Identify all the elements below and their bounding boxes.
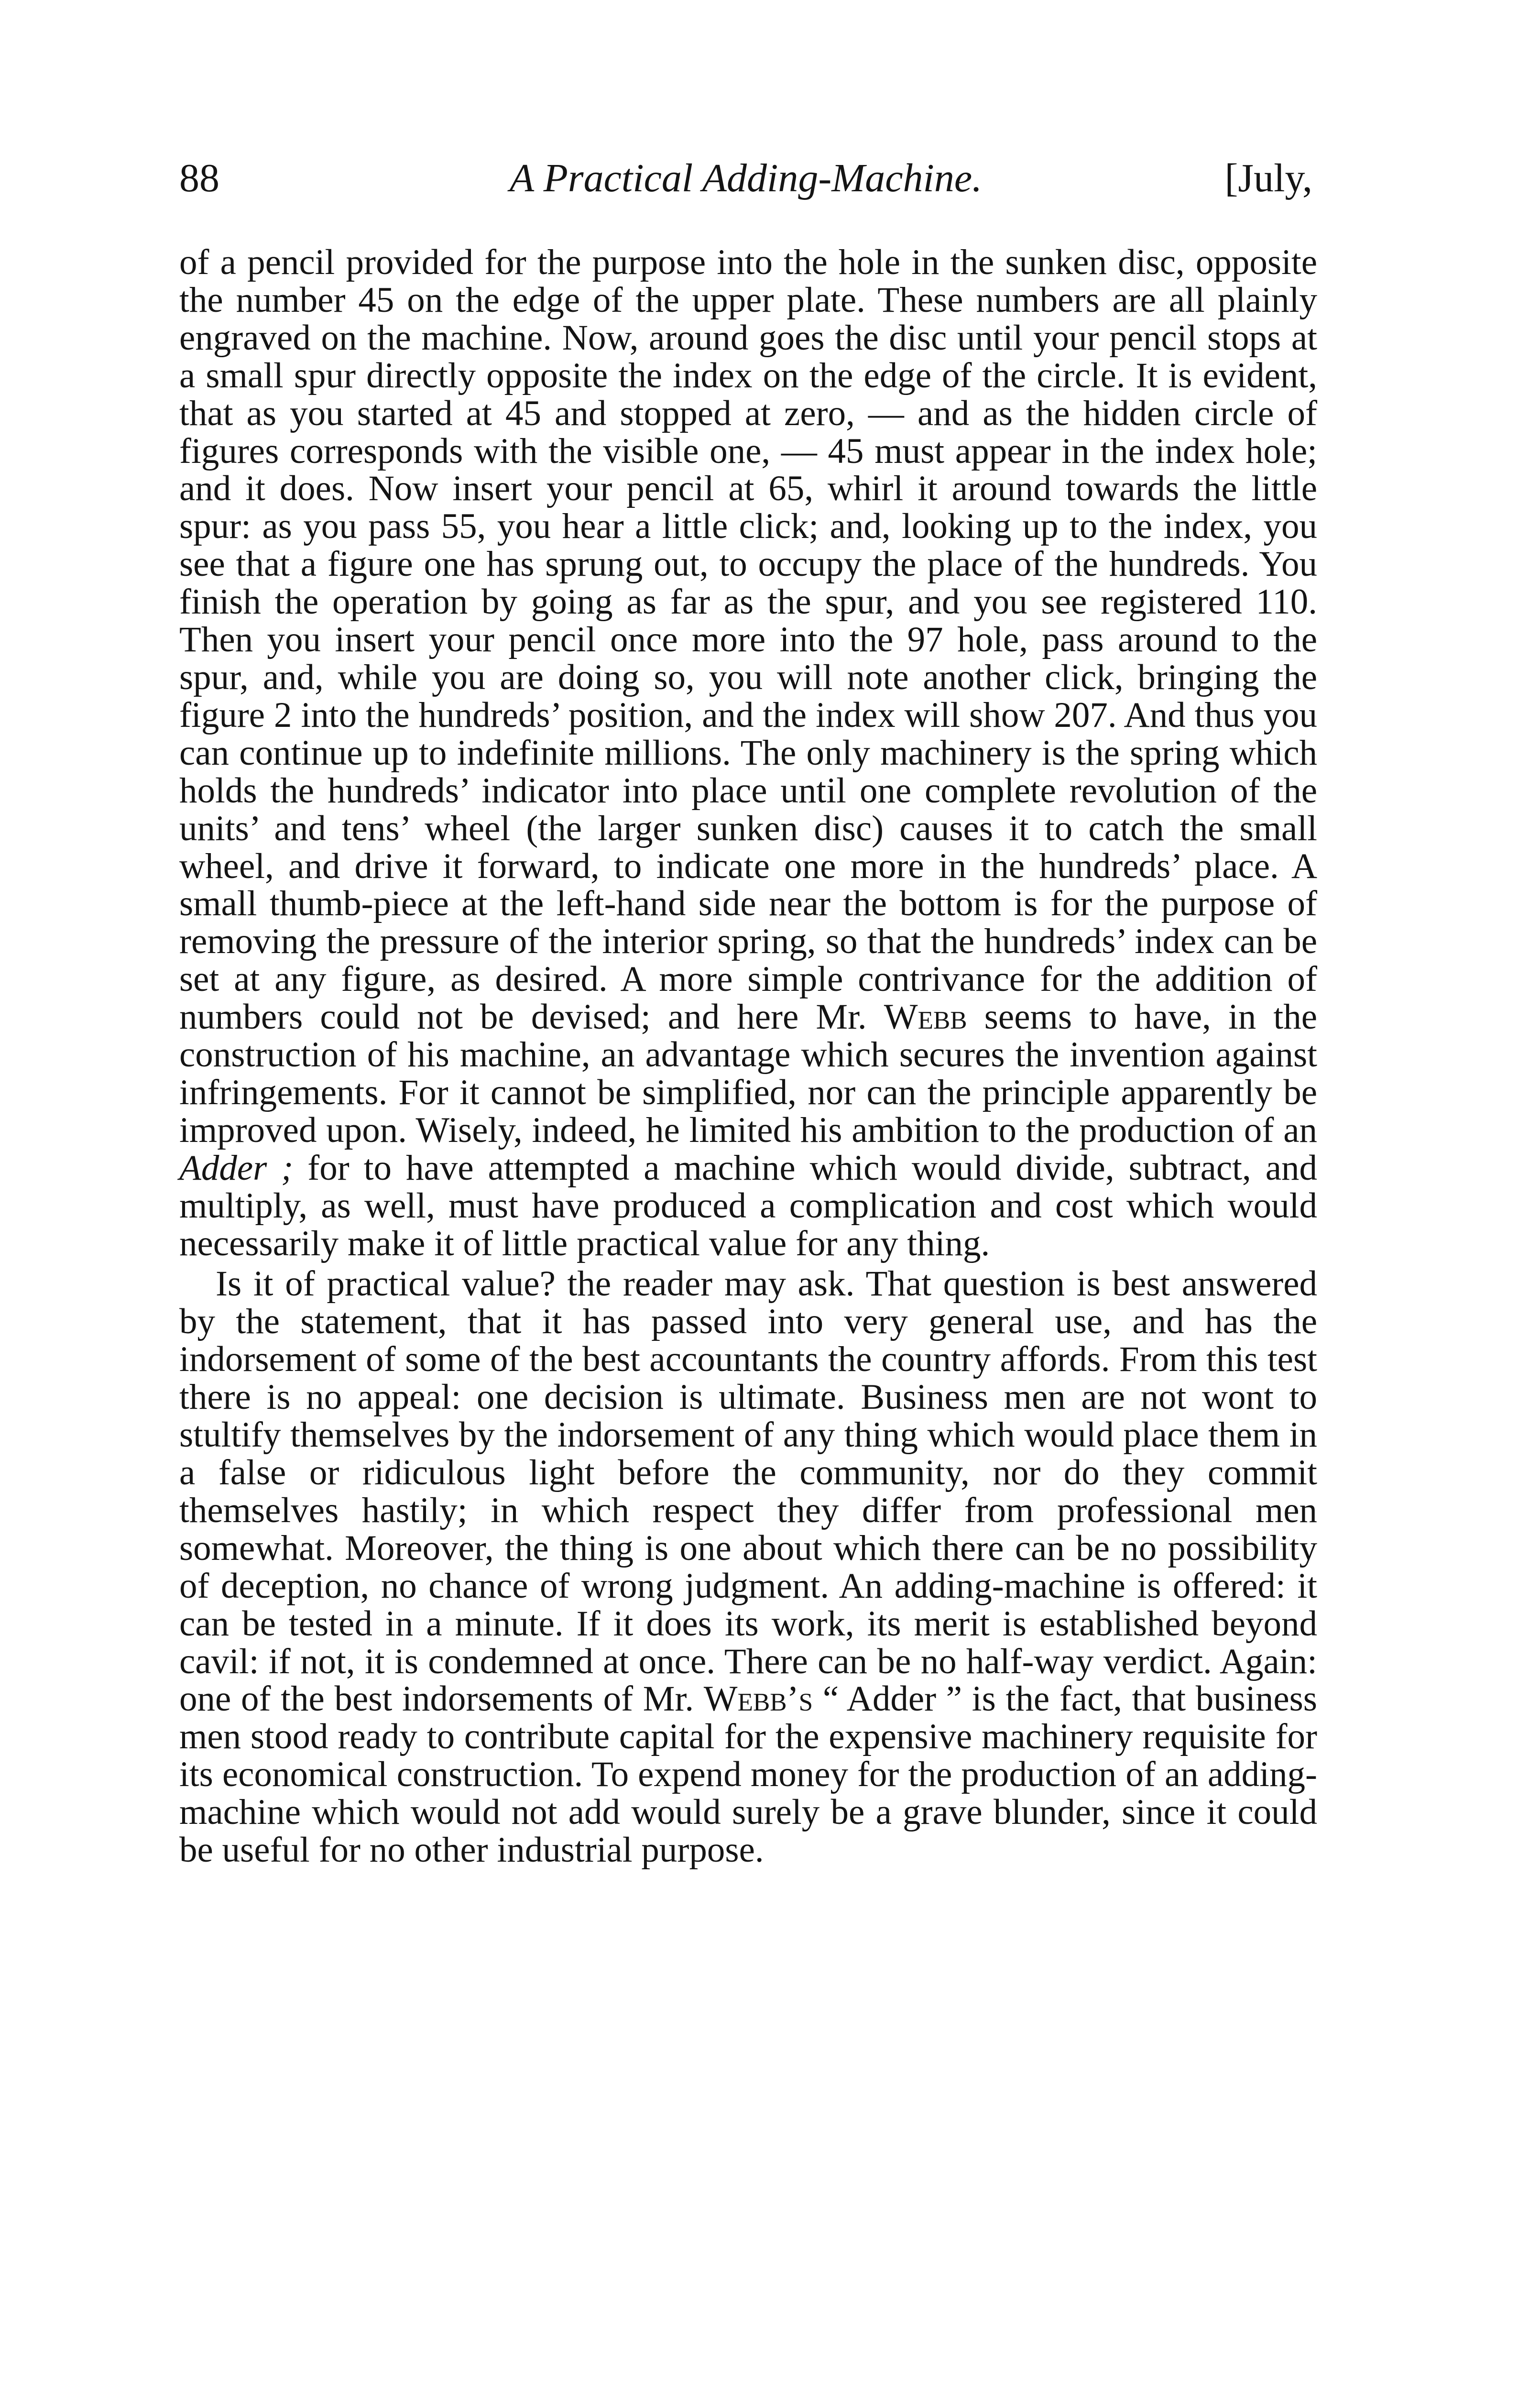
- name-webb: Webb: [884, 997, 967, 1037]
- paragraph-2: [179, 1265, 1317, 1869]
- paragraph-1-text-part-1: of a pencil provided for the purpose into the hole in the sunken disc, opposite the number 45 on the edge of the upper plate. These numbers are all plainly engraved on the machine. Now, around goes the disc until your pencil stops at a small spur directly opposite the index on the edge of the circle. It is evident, that as you started at 45 and stopped at zero, — and as the hidden circle of figures corresponds with the visible one, — 45 must appear in the index hole; and it does. Now insert your pencil at 65, whirl it around towards the little spur: as you pass 55, you hear a little click; and, looking up to the index, you see that a figure one has sprung out, to occupy the place of the hundreds. You finish the operation by going as far as the spur, and you see registered 110. Then you insert your pencil once more into the 97 hole, pass around to the spur, and, while you are doing so, you will note another click, bringing the figure 2 into the hundreds’ position, and the index will show 207. And thus you can continue up to indefinite millions. The only machinery is the spring which holds the hundreds’ indicator into place until one complete revolution of the units’ and tens’ wheel (the larger sunken disc) causes it to catch the small wheel, and drive it forward, to indicate one more in the hundreds’ place. A small thumb-piece at the left-hand side near the bottom is for the purpose of removing the pressure of the interior spring, so that the hundreds’ index can be set at any figure, as desired. A more simple contrivance for the addition of numbers could not be devised; and here Mr.: [179, 242, 1317, 1037]
- paragraph-1: [179, 244, 1317, 1262]
- italic-adder: Adder ;: [179, 1148, 294, 1188]
- running-title: A Practical Adding-Machine.: [509, 156, 983, 200]
- paragraph-1-text-part-3: for to have attempted a machine which would divide, subtract, and multiply, as well, must have produced a complication and cost which would necessarily make it of little practical value for any thing.: [179, 1148, 1318, 1263]
- body-text: [179, 244, 1317, 1869]
- page-number: 88: [179, 156, 219, 200]
- date-mark: [July,: [1224, 156, 1312, 200]
- paragraph-1-text-part-2: seems to have, in the construction of his machine, an advantage which secures the invention against infringements. For it cannot be simplified, nor can the principle apparently be improved upon. Wisely, indeed, he limited his ambition to the production of an: [179, 997, 1318, 1150]
- name-webbs: Webb’s: [703, 1679, 813, 1719]
- paragraph-2-text-part-2: “ Adder ” is the fact, that business men stood ready to contribute capital for the expensive machinery requisite for its economical construction. To expend money for the production of an adding-machine which would not add would surely be a grave blunder, since it could be useful for no other industrial purpose.: [179, 1679, 1317, 1870]
- page-header: [179, 152, 1312, 205]
- paragraph-2-text-part-1: Is it of practical value? the reader may ask. That question is best answered by the statement, that it has passed into very general use, and has the indorsement of some of the best accountants the country affords. From this test there is no appeal: one decision is ultimate. Business men are not wont to stultify themselves by the indorsement of any thing which would place them in a false or ridiculous light before the community, nor do they commit themselves hastily; in which respect they differ from professional men somewhat. Moreover, the thing is one about which there can be no possibility of deception, no chance of wrong judgment. An adding-machine is offered: it can be tested in a minute. If it does its work, its merit is established beyond cavil: if not, it is condemned at once. There can be no half-way verdict. Again: one of the best indorsements of Mr.: [179, 1264, 1317, 1719]
